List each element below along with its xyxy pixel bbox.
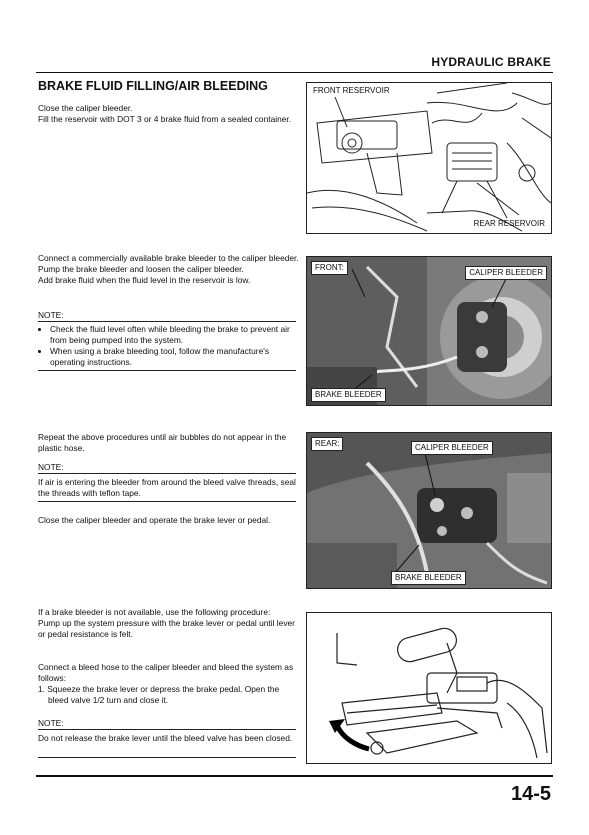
note-rule: [38, 321, 296, 322]
text-line: Add brake fluid when the fluid level in the reservoir is low.: [38, 275, 251, 285]
note-label: NOTE:: [38, 310, 64, 320]
brake-bleeder-label: BRAKE BLEEDER: [391, 571, 466, 585]
caliper-bleeder-label: CALIPER BLEEDER: [465, 266, 547, 280]
text-line: Pump up the system pressure with the brake lever or pedal until lever or pedal resistance is felt.: [38, 618, 295, 639]
block-1-text: [38, 103, 300, 125]
rear-caliper-photo: [307, 433, 551, 588]
text-line: Repeat the above procedures until air bubbles do not appear in the plastic hose.: [38, 432, 287, 453]
rear-reservoir-label: REAR RESERVOIR: [473, 219, 545, 228]
front-reservoir-label: FRONT RESERVOIR: [313, 86, 390, 95]
note-text: If air is entering the bleeder from around the bleed valve threads, seal the threads with teflon tape.: [38, 477, 296, 498]
note-rule: [38, 729, 296, 730]
figure-reservoirs: [306, 82, 552, 234]
note-rule: [38, 501, 296, 502]
brake-bleeder-label: BRAKE BLEEDER: [311, 388, 386, 402]
leader-line: [477, 183, 519, 215]
text-line: Close the caliper bleeder.: [38, 103, 133, 113]
block-4-note: [38, 733, 300, 744]
rear-label: REAR:: [311, 437, 343, 451]
brake-lever-drawing: [307, 613, 551, 763]
text-line: Fill the reservoir with DOT 3 or 4 brake fluid from a sealed container.: [38, 114, 292, 124]
block-4-steps: [38, 662, 300, 706]
figure-front-caliper: [306, 256, 552, 406]
text-line: Connect a commercially available brake bleeder to the caliper bleeder.: [38, 253, 299, 263]
text-line: If a brake bleeder is not available, use the following procedure:: [38, 607, 271, 617]
note-text: Do not release the brake lever until the bleed valve has been closed.: [38, 733, 293, 743]
header-rule: [36, 72, 553, 73]
footer-rule: [36, 775, 553, 777]
note-item: • Check the fluid level often while bleeding the brake to prevent air from being pumped into the system.: [50, 324, 300, 346]
section-title: BRAKE FLUID FILLING/AIR BLEEDING: [38, 79, 268, 93]
note-label: NOTE:: [38, 718, 64, 728]
header-title: HYDRAULIC BRAKE: [431, 55, 551, 69]
reservoir-drawing: [307, 83, 551, 233]
figure-rear-caliper: [306, 432, 552, 589]
text-line: Close the caliper bleeder and operate the brake lever or pedal.: [38, 515, 271, 525]
step-1: 1. Squeeze the brake lever or depress the brake pedal. Open the bleed valve 1/2 turn and close it.: [38, 684, 280, 705]
caliper-bleeder-label: CALIPER BLEEDER: [411, 441, 493, 455]
block-3-note: [38, 477, 300, 499]
figure-brake-lever: [306, 612, 552, 764]
note-rule: [38, 370, 296, 371]
note-rule: [38, 473, 296, 474]
squeeze-arrow: [337, 725, 369, 749]
block-2-notes: [38, 324, 300, 368]
text-line: Connect a bleed hose to the caliper bleeder and bleed the system as follows:: [38, 662, 294, 683]
page-number: 14-5: [510, 783, 551, 805]
text-line: Pump the brake bleeder and loosen the caliper bleeder.: [38, 264, 244, 274]
note-label: NOTE:: [38, 462, 64, 472]
block-2-text: [38, 253, 300, 286]
note-item: • When using a brake bleeding tool, follow the manufacture's operating instructions.: [50, 346, 300, 368]
block-4-text: [38, 607, 300, 640]
note-rule: [38, 757, 296, 758]
block-3-text: [38, 432, 300, 454]
front-label: FRONT:: [311, 261, 348, 275]
block-3-after: [38, 515, 300, 526]
